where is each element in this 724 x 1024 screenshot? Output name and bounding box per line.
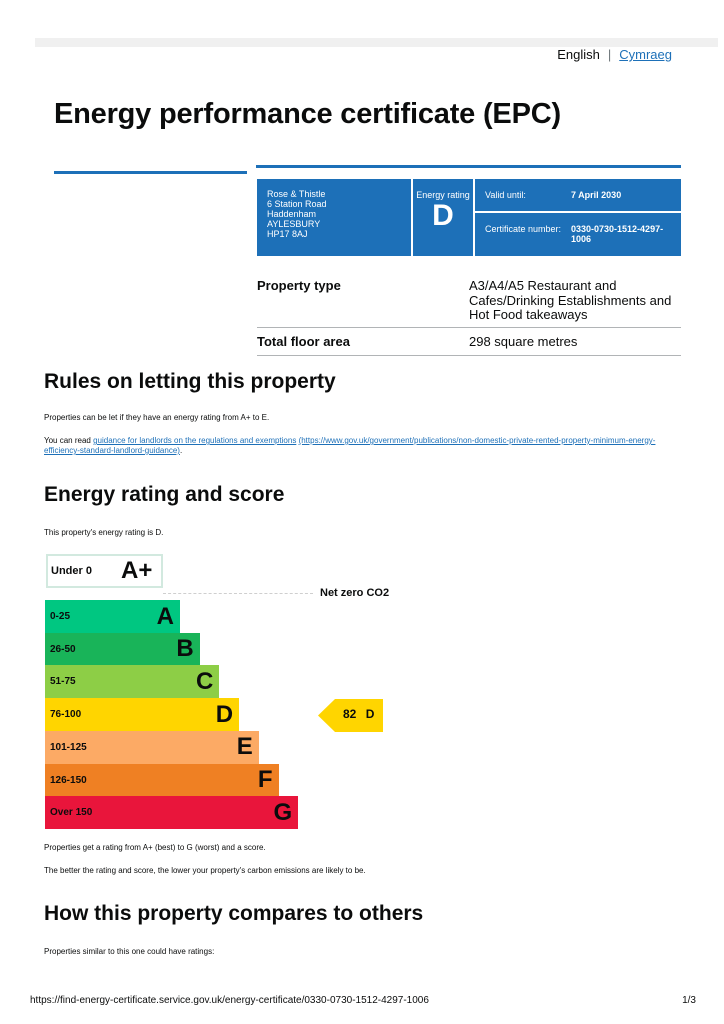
property-address [257, 179, 413, 256]
certificate-number-label: Certificate number: [485, 224, 562, 234]
rating-band-a [45, 600, 180, 633]
page-title: Energy performance certificate (EPC) [54, 98, 561, 130]
certificate-number-row [475, 213, 681, 256]
footer-url: https://find-energy-certificate.service.gov.uk/energy-certificate/0330-0730-1512-4297-1006 [30, 995, 429, 1006]
valid-until-value: 7 April 2030 [571, 190, 622, 200]
energy-intro: This property's energy rating is D. [44, 528, 164, 537]
address-line: HP17 8AJ [267, 229, 308, 239]
rules-guidance-suffix: . [179, 446, 183, 455]
divider-right [256, 165, 681, 168]
rating-band-range: 76-100 [50, 709, 82, 721]
rating-band-e [45, 731, 259, 764]
rules-guidance-prefix: You can read [44, 436, 94, 445]
property-details-table [257, 277, 681, 356]
current-score-label [343, 707, 374, 721]
net-zero-label: Net zero CO2 [320, 587, 390, 599]
rating-band-range: 126-150 [50, 774, 87, 786]
language-welsh-link[interactable]: Cymraeg [619, 47, 672, 62]
rating-band-d [45, 698, 239, 731]
rating-band-letter: E [236, 733, 253, 761]
rules-guidance-text [44, 436, 684, 456]
language-separator: | [607, 47, 612, 62]
rules-heading: Rules on letting this property [44, 370, 336, 393]
property-type-label: Property type [257, 278, 341, 293]
rating-band-range: 51-75 [50, 676, 76, 688]
rating-band-letter: C [196, 667, 214, 695]
rating-band-f [45, 764, 279, 797]
certificate-meta [475, 179, 681, 256]
compare-intro: Properties similar to this one could have ratings: [44, 947, 215, 956]
rating-band-letter: F [257, 766, 273, 793]
rating-band-letter: B [176, 635, 194, 663]
current-score-letter: D [365, 707, 375, 721]
rating-band-range: Over 150 [50, 807, 93, 819]
divider-left [54, 171, 247, 174]
rating-band-letter: D [215, 700, 234, 728]
address-line: 6 Station Road [267, 199, 327, 209]
current-score-value: 82 [343, 707, 357, 721]
energy-heading: Energy rating and score [44, 483, 285, 506]
rating-band-letter: G [273, 798, 293, 826]
guidance-link[interactable]: guidance for landlords on the regulations and exemptions [93, 436, 297, 445]
under-zero-band [46, 554, 163, 588]
valid-until-label: Valid until: [485, 190, 526, 200]
net-zero-line [163, 593, 313, 594]
certificate-number-value: 0330-0730-1512-4297-1006 [571, 224, 664, 244]
rating-band-range: 101-125 [50, 741, 87, 753]
rating-band-range: 0-25 [50, 611, 71, 622]
address-line: Haddenham [267, 209, 317, 219]
under-zero-label: Under 0 [51, 565, 92, 577]
compare-heading: How this property compares to others [44, 902, 424, 925]
language-switcher [557, 47, 672, 62]
floor-area-row [257, 328, 681, 356]
property-type-value: A3/A4/A5 Restaurant and Cafes/Drinking Establishments and Hot Food takeaways [469, 278, 672, 322]
emissions-note: The better the rating and score, the lower your property's carbon emissions are likely to be. [44, 866, 366, 875]
rating-band-b [45, 633, 200, 666]
valid-until-row [475, 179, 681, 213]
rating-band-letter: A [156, 602, 174, 630]
guidance-url[interactable]: (https://www.gov.uk/government/publications/non-domestic-private-rented-property-minimum-energy-efficiency-standard-landlord-guidance) [44, 436, 656, 455]
rating-band-c [45, 665, 219, 698]
rating-band-range: 26-50 [50, 643, 76, 655]
address-line: AYLESBURY [267, 219, 321, 229]
property-type-row [257, 277, 681, 328]
floor-area-label: Total floor area [257, 334, 350, 349]
floor-area-value: 298 square metres [469, 334, 578, 349]
energy-rating-label: Energy rating [416, 190, 470, 200]
energy-rating-letter: D [432, 199, 454, 232]
certificate-summary [257, 179, 681, 256]
rating-note: Properties get a rating from A+ (best) to G (worst) and a score. [44, 843, 266, 852]
rules-text: Properties can be let if they have an energy rating from A+ to E. [44, 413, 270, 422]
top-bar [35, 38, 718, 47]
language-english: English [557, 47, 600, 62]
footer-page-number: 1/3 [682, 995, 696, 1006]
energy-rating-cell [413, 179, 475, 256]
under-zero-letter: A+ [121, 557, 153, 584]
address-line: Rose & Thistle [267, 189, 326, 199]
rating-band-g [45, 796, 298, 829]
